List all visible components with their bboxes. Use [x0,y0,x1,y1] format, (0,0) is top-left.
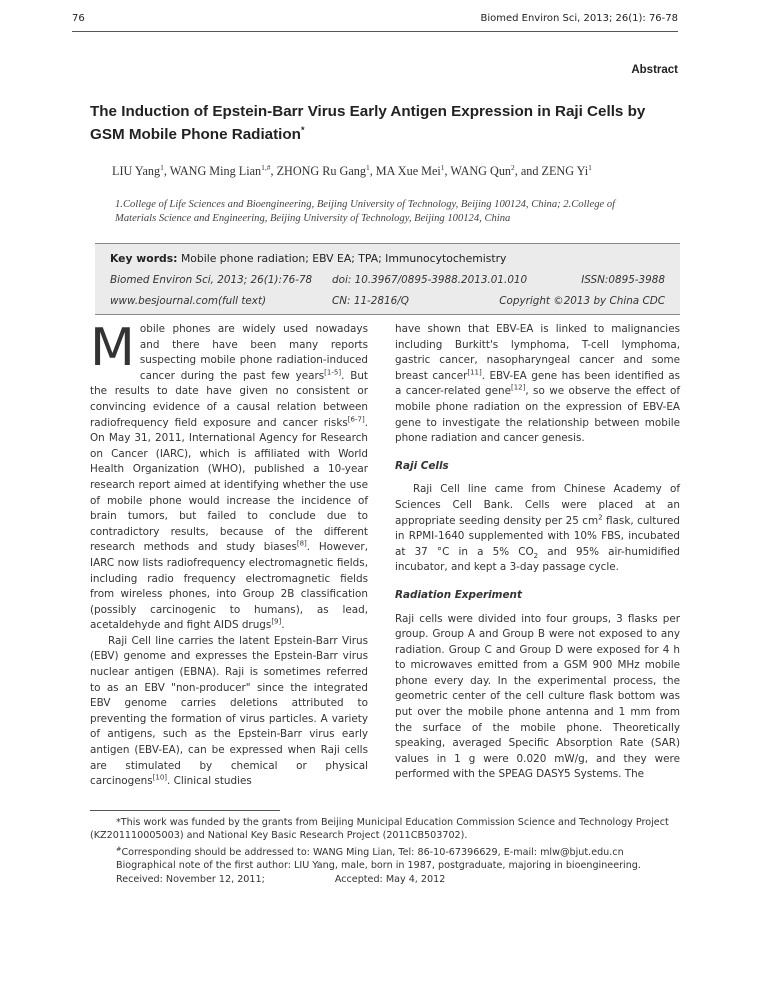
author-list [112,163,708,179]
doi[interactable]: doi: 10.3967/0895-3988.2013.01.010 [332,274,528,286]
paragraph-intro [90,318,368,634]
footnote-bio: Biographical note of the first author: LIU Yang, male, born in 1987, postgraduate, majoring in bioengineering. [116,860,641,872]
title-footnote-mark: * [300,125,305,135]
author-name: WANG Qun [450,164,512,179]
author-name: MA Xue Mei [375,164,441,179]
footnote-mark: # [116,844,122,853]
author-separator: , [444,164,451,179]
keywords-line [110,252,506,265]
text-run: Raji Cell line carries the latent Epstein-Barr Virus (EBV) genome and expresses the Epstein-Barr virus nuclear antigen (EBNA). Raji is sometimes referred to as an EBV "non-producer" since the integrated EBV genome carries deletions attributed to preventing the formation of virus particles. A variety of antigens, such as the Epstein-Barr virus early antigen (EBV-EA), can be expressed when Raji cells are stimulated by chemical or physical carcinogens [90,634,368,788]
text-run: . [281,619,285,632]
header-rule [72,31,678,32]
author-name: WANG Ming Lian [169,164,262,179]
citation: Biomed Environ Sci, 2013; 26(1):76-78 [110,274,313,286]
paragraph-raji-line [90,634,368,790]
page-number: 76 [72,13,85,24]
author-separator: , [270,164,277,179]
drop-cap: M [90,318,135,378]
superscript: 2 [598,513,603,522]
section-label: Abstract [631,64,678,76]
text-run: , so we observe the effect of mobile phone radiation on the expression of EBV-EA gene to investigate the relationship between mobile phone radiation and cancer genesis. [395,385,680,445]
footnotes [90,816,680,886]
citation-ref[interactable]: [11] [467,368,482,377]
text-run: . EBV-EA gene has been identified as a cancer-related gene [395,369,681,398]
text-run: . On May 31, 2011, International Agency for Research on Cancer (IARC), which is affiliated with World Health Organization (WHO), published a 10-year research report aimed at identifying whether the use of mobile phone would increase the incidence of brain tumors, but failed to conclude due to contradictory results, because of the different research methods and study biases [90,416,368,554]
author-affiliation-mark: 1 [588,163,592,172]
received-date: Received: November 12, 2011; [116,873,265,885]
citation-ref[interactable]: [8] [296,539,307,548]
author-affiliation-mark: 1 [440,163,445,172]
author-affiliation-mark: 2 [511,163,515,172]
citation-ref[interactable]: [1-5] [324,368,342,377]
citation-ref[interactable]: [10] [152,773,168,782]
keywords-box [95,243,680,315]
section-heading-radiation: Radiation Experiment [395,588,522,601]
author-separator: , and [514,164,542,179]
footnote-funding: *This work was funded by the grants from Beijing Municipal Education Commission Science and Technology Project (KZ201110005003) and National Key Basic Research Project (2011CB503702). [90,817,669,842]
citation-ref[interactable]: [6-7] [347,415,365,424]
copyright: Copyright ©2013 by China CDC [499,295,665,307]
paragraph-ebv-ea [395,322,680,447]
keywords: Mobile phone radiation; EBV EA; TPA; Immunocytochemistry [180,252,507,265]
body-column-right [395,322,680,783]
footnote-correspondence [90,843,680,860]
text-run: . But the results to date have given no consistent or convincing evidence of a causal relation between radiofrequency field exposure and cancer risks [90,369,368,429]
accepted-date: Accepted: May 4, 2012 [334,873,446,885]
citation-ref[interactable]: [9] [271,617,282,626]
footnote-dates [90,873,680,886]
section-heading-raji-cells: Raji Cells [395,459,449,472]
text-run: flask, cultured in RPMI-1640 supplemented with 10% FBS, incubated at 37 °C in a 5% CO [395,514,680,558]
author-separator: , [369,164,376,179]
affiliations: 1.College of Life Sciences and Bioengineering, Beijing University of Technology, Beijing 100124, China; 2.College of Materials Science and Engineering, Beijing University of Technology, Beijing 100124, China [115,199,616,224]
paragraph-raji-cells [395,482,680,576]
text-run: Corresponding should be addressed to: WANG Ming Lian, Tel: 86-10-67396629, E-mail: mlw@bjut.edu.cn [121,847,624,858]
citation-ref[interactable]: [12] [510,383,526,392]
author-affiliation-mark: 1,# [261,163,271,172]
text-run: Raji Cell line came from Chinese Academy of Sciences Cell Bank. Cells were placed at an appropriate seeding density per 25 cm [395,483,680,527]
footnote-rule [90,810,280,811]
text-run: . Clinical studies [167,775,252,788]
text-run: and 95% air-humidified incubator, and kept a 3-day passage cycle. [395,545,680,574]
author-affiliation-mark: 1 [365,163,370,172]
author-name: LIU Yang [112,164,161,179]
journal-website[interactable]: www.besjournal.com(full text) [110,295,267,307]
text-run: . However, IARC now lists radiofrequency electromagnetic fields, including radio frequency electromagnetic fields from wireless phones, into Group 2B classification (possibly carcinogenic to humans), as lead, acetaldehyde and fight AIDS drugs [90,541,368,632]
author-name: ZENG Yi [541,164,589,179]
paragraph-radiation: Raji cells were divided into four groups, 3 flasks per group. Group A and Group B were not exposed to any radiation. Group C and Group D were exposed for 4 h to microwaves emitted from a GSM 900 MHz mobile phone every day. In the experimental process, the geometric center of the cell culture flask bottom was put over the mobile phone antenna and 1 mm from the surface of the mobile phone. Theoretically speaking, averaged Specific Absorption Rate (SAR) values in 1 g were 0.020 mW/g, and they were performed with the SPEAG DASY5 Systems. The [395,612,680,781]
author-name: ZHONG Ru Gang [276,164,366,179]
title-text: The Induction of Epstein-Barr Virus Early Antigen Expression in Raji Cells by GSM Mobile Phone Radiation [90,103,646,144]
text-run: have shown that EBV-EA is linked to malignancies including Burkitt's lymphoma, T-cell lymphoma, gastric cancer, nasopharyngeal cancer and some breast cancer [395,323,680,382]
issn: ISSN:0895-3988 [581,274,665,286]
keywords-label: Key words: [110,252,178,265]
text-run: obile phones are widely used nowadays and there have been many reports suspecting mobile phone radiation-induced cancer during the past few years [139,323,368,382]
author-separator: , [163,164,170,179]
journal-reference: Biomed Environ Sci, 2013; 26(1): 76-78 [480,13,678,24]
cn-number: CN: 11-2816/Q [332,295,409,307]
body-column-left [90,318,368,790]
author-affiliation-mark: 1 [160,163,164,172]
paper-title [90,102,668,144]
subscript: 2 [533,551,539,560]
